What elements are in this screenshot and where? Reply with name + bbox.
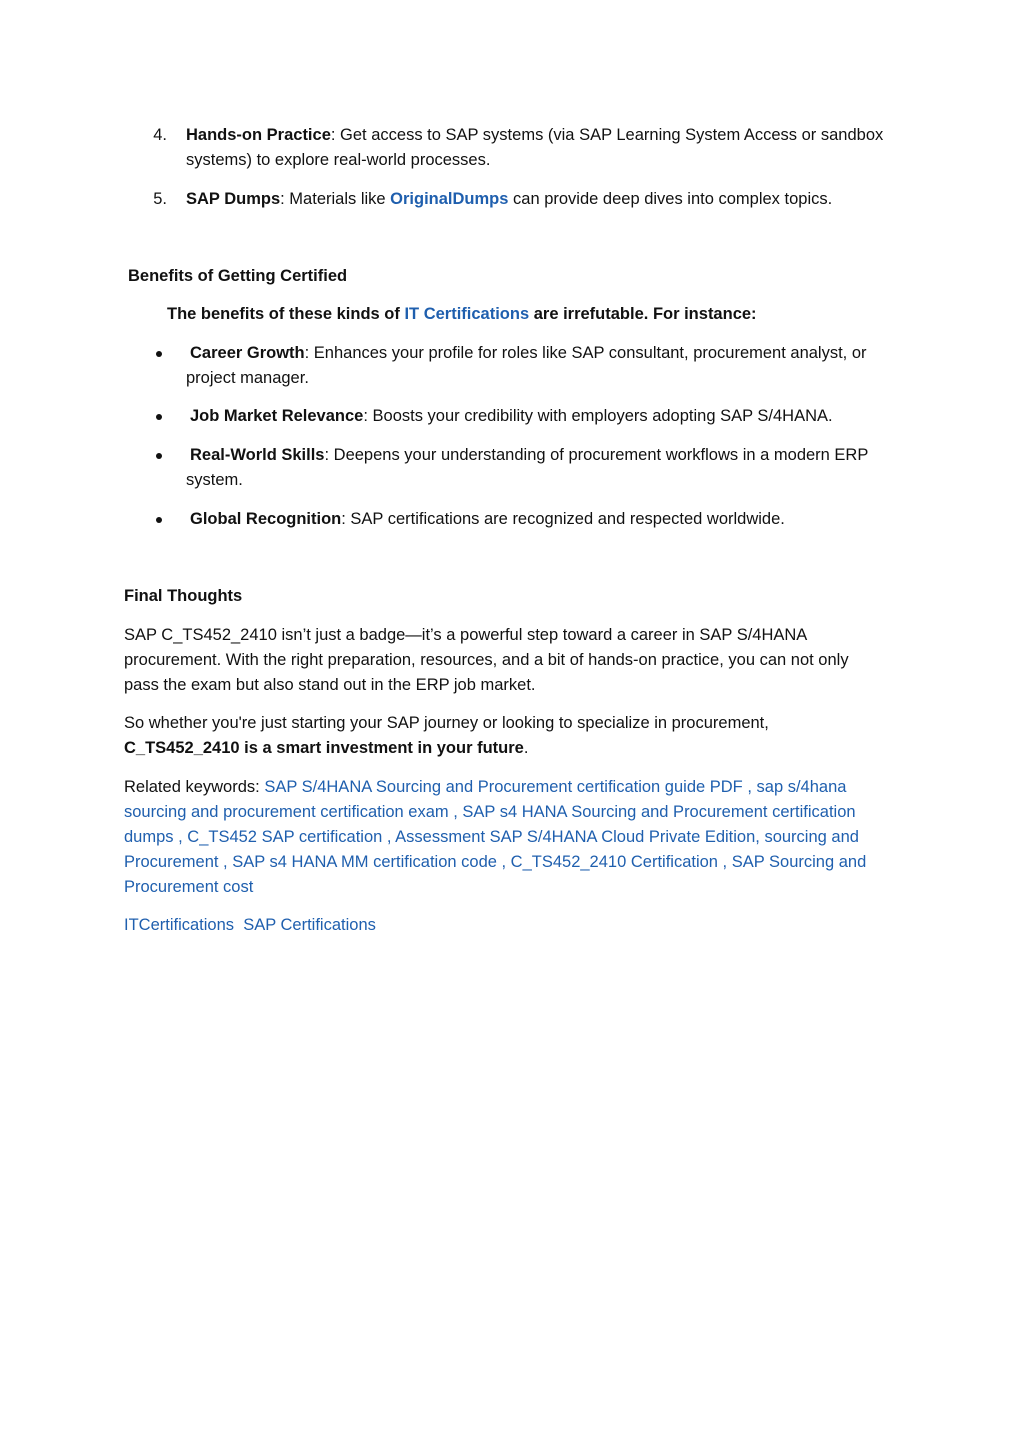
list-number: 5. [153, 190, 167, 208]
tag-links [124, 913, 376, 938]
bullet-item: Career Growth: Enhances your profile for roles like SAP consultant, procurement analyst, or [190, 344, 867, 362]
keyword-link[interactable]: Procurement cost [124, 878, 254, 896]
list-number: 4. [153, 126, 167, 144]
list-item [186, 123, 883, 148]
paragraph-line: C_TS452_2410 is a smart investment in your future. [124, 739, 529, 757]
tag-itcertifications[interactable]: ITCertifications [124, 916, 235, 934]
originaldumps-link[interactable]: OriginalDumps [390, 190, 509, 208]
related-label: Related keywords: [124, 778, 265, 796]
bullet-item-continuation: project manager. [186, 369, 309, 387]
bullet-icon [156, 351, 162, 357]
list-item [186, 187, 832, 212]
bullet-icon [156, 453, 162, 459]
keyword-link[interactable]: Procurement , SAP s4 HANA MM certification code , C_TS452_2410 Certification , SAP Sourcing and [124, 853, 867, 871]
keyword-link[interactable]: sourcing and procurement certification exam , SAP s4 HANA Sourcing and Procurement certification [124, 803, 856, 821]
list-item-term: Hands-on Practice [186, 126, 331, 144]
benefits-intro: The benefits of these kinds of IT Certifications are irrefutable. For instance: [167, 305, 757, 323]
tag-sap-certifications[interactable]: SAP Certifications [243, 916, 376, 934]
paragraph-line: pass the exam but also stand out in the ERP job market. [124, 676, 536, 694]
list-item-text: : Materials like [280, 190, 391, 208]
list-item-text: can provide deep dives into complex topics. [508, 190, 833, 208]
keyword-link[interactable]: SAP S/4HANA Sourcing and Procurement certification guide PDF , sap s/4hana [264, 778, 847, 796]
bullet-item: Real-World Skills: Deepens your understanding of procurement workflows in a modern ERP [190, 446, 869, 464]
paragraph-line: SAP C_TS452_2410 isn’t just a badge—it’s a powerful step toward a career in SAP S/4HANA [124, 626, 808, 644]
bullet-icon [156, 517, 162, 523]
bullet-icon [156, 414, 162, 420]
section-heading: Benefits of Getting Certified [128, 267, 348, 285]
bullet-item-continuation: system. [186, 471, 243, 489]
keyword-link[interactable]: dumps , C_TS452 SAP certification , Assessment SAP S/4HANA Cloud Private Edition, sourcing and [124, 828, 859, 846]
it-certifications-link[interactable]: IT Certifications [404, 305, 530, 323]
list-item-term: SAP Dumps [186, 190, 281, 208]
related-keywords [124, 775, 846, 800]
bullet-item: Global Recognition: SAP certifications are recognized and respected worldwide. [190, 510, 785, 528]
section-heading: Final Thoughts [124, 587, 243, 605]
list-item-text: : Get access to SAP systems (via SAP Learning System Access or sandbox [330, 126, 884, 144]
paragraph-line: So whether you're just starting your SAP journey or looking to specialize in procurement, [124, 714, 769, 732]
paragraph-line: procurement. With the right preparation, resources, and a bit of hands-on practice, you can not only [124, 651, 849, 669]
bullet-item: Job Market Relevance: Boosts your credibility with employers adopting SAP S/4HANA. [190, 407, 833, 425]
list-item-continuation: systems) to explore real-world processes. [186, 151, 491, 169]
